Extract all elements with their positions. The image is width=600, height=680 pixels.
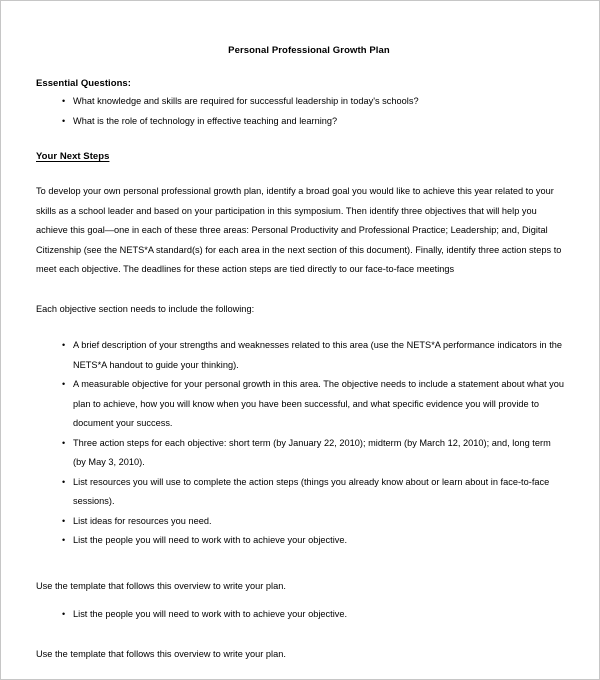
list-item: • List ideas for resources you need.: [36, 512, 566, 532]
list-item: • What is the role of technology in effective teaching and learning?: [36, 112, 566, 132]
next-steps-heading: Your Next Steps: [36, 151, 110, 162]
closing-line-one: Use the template that follows this overview to write your plan.: [36, 580, 286, 591]
list-item: • A brief description of your strengths and weaknesses related to this area (use the NETS*A performance indicators in the NETS*A handout to guide your thinking).: [36, 336, 566, 375]
list-item: • List resources you will use to complete the action steps (things you already know about or learn about in face-to-face sessions).: [36, 473, 566, 512]
list-item: • What knowledge and skills are required for successful leadership in today's schools?: [36, 92, 566, 112]
spacer: [36, 280, 566, 300]
spacer: [36, 165, 566, 182]
closing-line-two: Use the template that follows this overview to write your plan.: [36, 648, 286, 659]
requirements-intro: Each objective section needs to include the following:: [36, 303, 255, 314]
spacer: [36, 131, 566, 151]
page-title: Personal Professional Growth Plan: [228, 45, 390, 56]
list-item: • Three action steps for each objective: short term (by January 22, 2010); midterm (by March 12, 2010); and, long term (by May 3, 2010).: [36, 434, 566, 473]
list-item: • List the people you will need to work with to achieve your objective.: [36, 605, 566, 625]
essential-questions-list: [36, 92, 566, 131]
list-item: • List the people you will need to work with to achieve your objective.: [36, 531, 566, 551]
next-steps-paragraph: To develop your own personal professional growth plan, identify a broad goal you would like to achieve this year related to your skills as a school leader and based on your participation in this symposium. Then identify three objectives that will help you achieve this goal—one in each of these three areas: Personal Productivity and Professional Practice; Leadership; and, Digital Citizenship (see the NETS*A standard(s) for each area in the next section of this document). Finally, identify three action steps to meet each objective. The deadlines for these action steps are tied directly to our face-to-face meetings: [36, 186, 562, 274]
requirements-list: [36, 336, 566, 551]
spacer: [36, 625, 566, 645]
closing-bullet-list: [36, 605, 566, 625]
spacer: [36, 551, 566, 577]
list-item: • A measurable objective for your personal growth in this area. The objective needs to include a statement about what you plan to achieve, how you will know when you have been successful, and what specific evidence you will provide to document your success.: [36, 375, 566, 434]
spacer: [36, 596, 566, 605]
essential-questions-heading: Essential Questions:: [36, 78, 131, 89]
document-body: [1, 1, 599, 664]
spacer: [36, 319, 566, 336]
